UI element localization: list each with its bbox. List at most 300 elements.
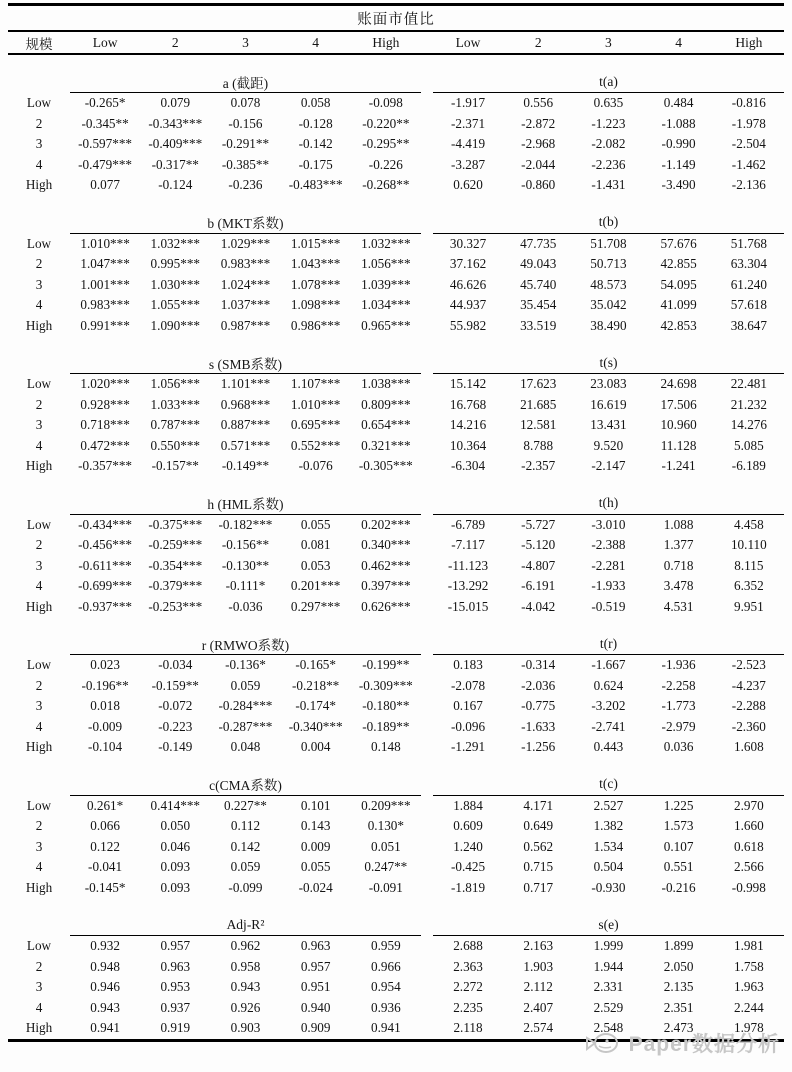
table-cell: -1.241 xyxy=(661,458,696,474)
table-cell: -0.104 xyxy=(88,739,123,755)
table-cell: 0.397*** xyxy=(361,578,411,594)
table-cell: -2.872 xyxy=(521,115,556,131)
table-cell: 54.095 xyxy=(660,276,697,292)
table-cell: -0.305*** xyxy=(358,458,413,474)
row-label: 2 xyxy=(35,958,43,974)
table-cell: 5.085 xyxy=(734,437,764,453)
row-label: Low xyxy=(26,657,52,672)
table-cell: 0.048 xyxy=(230,739,261,755)
table-cell: 0.247** xyxy=(364,859,408,875)
table-cell: -1.933 xyxy=(591,578,626,594)
table-cell: 0.112 xyxy=(230,818,261,834)
section-header-spacer xyxy=(421,352,433,374)
table-cell: 1.758 xyxy=(734,958,764,974)
row-spacer xyxy=(421,816,433,837)
watermark-text: Paper数据分析 xyxy=(628,1033,780,1056)
table-cell: -1.462 xyxy=(731,156,766,172)
table-cell: 1.015*** xyxy=(290,235,341,251)
table-cell: -2.360 xyxy=(731,718,766,734)
column-header: High xyxy=(714,31,784,54)
table-cell: -2.281 xyxy=(591,557,626,573)
table-cell: -0.699*** xyxy=(78,578,133,594)
table-cell: 1.056*** xyxy=(150,376,200,392)
table-cell: 0.209*** xyxy=(361,797,411,813)
table-cell: 0.093 xyxy=(160,879,191,895)
table-cell: -2.741 xyxy=(591,718,626,734)
table-cell: 0.609 xyxy=(453,818,483,834)
table-cell: 46.626 xyxy=(449,276,487,292)
table-cell: 2.688 xyxy=(453,938,483,954)
table-cell: 0.051 xyxy=(371,838,401,854)
table-cell: 1.225 xyxy=(663,797,694,813)
table-cell: -0.130** xyxy=(221,557,270,573)
row-spacer xyxy=(421,795,433,816)
table-cell: -2.388 xyxy=(591,537,626,553)
table-cell: -1.978 xyxy=(731,115,766,131)
table-cell: -0.149** xyxy=(221,458,270,474)
table-cell: 2.363 xyxy=(453,958,483,974)
table-cell: 0.340*** xyxy=(361,537,411,553)
row-spacer xyxy=(421,233,433,254)
table-cell: 0.053 xyxy=(300,557,331,573)
table-cell: -0.009 xyxy=(88,718,123,734)
table-cell: -0.096 xyxy=(450,718,486,734)
table-row xyxy=(8,134,784,155)
table-cell: 21.232 xyxy=(730,396,767,412)
table-cell: 55.982 xyxy=(449,317,487,333)
table-cell: 0.562 xyxy=(523,838,554,854)
table-cell: -0.937*** xyxy=(78,598,133,614)
table-row xyxy=(8,878,784,899)
section-header-corner xyxy=(8,914,70,936)
table-cell: -1.917 xyxy=(450,95,486,111)
table-cell: 2.527 xyxy=(593,797,624,813)
table-row xyxy=(8,816,784,837)
table-row xyxy=(8,456,784,477)
table-cell: 0.635 xyxy=(593,95,624,111)
table-cell: 2.473 xyxy=(663,1020,694,1036)
row-label: 3 xyxy=(35,698,43,714)
table-cell: 0.046 xyxy=(160,838,191,854)
row-label: High xyxy=(25,317,53,333)
table-cell: 0.107 xyxy=(663,838,694,854)
table-cell: -0.268** xyxy=(362,177,410,193)
section-header-row xyxy=(8,352,784,374)
table-cell: 4.458 xyxy=(734,516,764,532)
table-cell: 57.676 xyxy=(660,235,697,251)
row-spacer xyxy=(421,374,433,395)
table-cell: -0.218** xyxy=(292,677,340,693)
table-cell: 49.043 xyxy=(520,256,557,272)
table-cell: 0.227** xyxy=(224,797,267,813)
table-cell: 0.946 xyxy=(90,979,120,995)
row-spacer xyxy=(421,878,433,899)
table-cell: 1.240 xyxy=(453,838,483,854)
table-cell: -0.317** xyxy=(151,156,199,172)
table-cell: 1.088 xyxy=(663,516,694,532)
table-cell: -0.816 xyxy=(731,95,766,111)
table-cell: -2.979 xyxy=(661,718,696,734)
row-label: 4 xyxy=(35,859,43,875)
row-label: 2 xyxy=(35,115,43,131)
table-cell: 0.717 xyxy=(523,879,554,895)
table-cell: -0.253*** xyxy=(148,598,203,614)
row-spacer xyxy=(421,275,433,296)
table-cell: 0.968*** xyxy=(220,396,271,412)
table-cell: -2.078 xyxy=(450,677,486,693)
table-row xyxy=(8,597,784,618)
row-label: High xyxy=(25,879,53,895)
table-cell: 42.855 xyxy=(660,256,697,272)
table-cell: 30.327 xyxy=(449,235,487,251)
row-label: High xyxy=(25,458,53,474)
row-spacer xyxy=(421,737,433,758)
table-cell: -0.309*** xyxy=(358,677,413,693)
table-cell: 0.321*** xyxy=(361,437,411,453)
table-row xyxy=(8,114,784,135)
table-cell: 0.943 xyxy=(230,979,261,995)
table-cell: 1.024*** xyxy=(220,276,271,292)
table-title: 账面市值比 xyxy=(8,5,784,32)
table-cell: 33.519 xyxy=(520,317,557,333)
table-row xyxy=(8,676,784,697)
table-cell: 35.042 xyxy=(590,297,627,313)
regression-table xyxy=(8,3,784,1042)
section-header-right: s(e) xyxy=(433,914,784,936)
table-cell: 57.618 xyxy=(730,297,767,313)
table-cell: 2.163 xyxy=(523,938,554,954)
section-header-corner xyxy=(8,493,70,515)
table-cell: 1.030*** xyxy=(150,276,200,292)
table-cell: -4.237 xyxy=(731,677,766,693)
table-cell: 0.055 xyxy=(300,859,331,875)
table-cell: 1.999 xyxy=(593,938,624,954)
column-header: High xyxy=(351,31,421,54)
table-cell: -0.314 xyxy=(521,657,556,673)
table-cell: 0.941 xyxy=(371,1020,401,1036)
table-cell: -0.142 xyxy=(298,136,333,152)
table-row xyxy=(8,936,784,957)
section-gap xyxy=(8,477,784,493)
table-cell: 1.010*** xyxy=(290,396,341,412)
table-cell: 0.504 xyxy=(593,859,624,875)
table-cell: 1.382 xyxy=(593,818,624,834)
table-cell: -2.504 xyxy=(731,136,766,152)
section-gap xyxy=(8,617,784,633)
table-cell: 0.909 xyxy=(300,1020,331,1036)
table-cell: -1.667 xyxy=(591,657,626,673)
table-row xyxy=(8,316,784,337)
table-cell: -0.149 xyxy=(158,739,193,755)
table-cell: -0.196** xyxy=(81,677,129,693)
section-gap xyxy=(8,336,784,352)
table-cell: -0.357*** xyxy=(78,458,133,474)
table-cell: 0.414*** xyxy=(150,797,200,813)
table-cell: -0.091 xyxy=(368,879,403,895)
table-cell: 0.551 xyxy=(663,859,694,875)
table-cell: 0.809*** xyxy=(361,396,411,412)
table-cell: -5.727 xyxy=(521,516,556,532)
table-cell: 50.713 xyxy=(590,256,627,272)
table-cell: 0.718 xyxy=(663,557,694,573)
table-row xyxy=(8,395,784,416)
table-cell: 0.484 xyxy=(663,95,694,111)
table-row xyxy=(8,696,784,717)
table-cell: -2.523 xyxy=(731,657,766,673)
table-cell: 0.928*** xyxy=(80,396,130,412)
table-cell: 1.047*** xyxy=(80,256,130,272)
table-cell: 9.951 xyxy=(734,598,764,614)
table-cell: -6.789 xyxy=(450,516,486,532)
row-spacer xyxy=(421,456,433,477)
table-cell: 0.887*** xyxy=(220,417,271,433)
table-cell: -0.099 xyxy=(228,879,263,895)
table-row xyxy=(8,295,784,316)
column-header: 3 xyxy=(210,31,280,54)
table-cell: -0.425 xyxy=(450,859,486,875)
row-label: High xyxy=(25,177,53,193)
table-cell: -0.159** xyxy=(151,677,199,693)
row-spacer xyxy=(421,114,433,135)
table-cell: 1.660 xyxy=(734,818,764,834)
table-cell: 1.573 xyxy=(663,818,694,834)
table-cell: -0.291** xyxy=(221,136,270,152)
column-header: Low xyxy=(70,31,140,54)
section-header-spacer xyxy=(421,633,433,655)
table-cell: -0.385** xyxy=(221,156,270,172)
table-cell: 51.768 xyxy=(730,235,767,251)
table-cell: -0.434*** xyxy=(78,516,133,532)
table-cell: -0.175 xyxy=(298,156,333,172)
table-cell: 0.081 xyxy=(300,537,331,553)
table-cell: 11.128 xyxy=(660,437,697,453)
table-cell: 0.948 xyxy=(90,958,120,974)
table-cell: -0.041 xyxy=(88,859,123,875)
table-cell: 38.647 xyxy=(730,317,767,333)
table-row xyxy=(8,957,784,978)
table-cell: 2.331 xyxy=(593,979,624,995)
table-cell: -0.189** xyxy=(362,718,410,734)
table-cell: 2.112 xyxy=(523,979,553,995)
table-title-row xyxy=(8,5,784,32)
table-cell: 0.552*** xyxy=(290,437,341,453)
row-spacer xyxy=(421,576,433,597)
table-cell: 0.932 xyxy=(90,938,120,954)
table-cell: 0.957 xyxy=(160,938,191,954)
table-row xyxy=(8,737,784,758)
section-header-spacer xyxy=(421,914,433,936)
table-cell: 0.943 xyxy=(90,999,120,1015)
table-row xyxy=(8,254,784,275)
table-cell: 1.963 xyxy=(734,979,764,995)
table-cell: -2.147 xyxy=(591,458,626,474)
column-header: 3 xyxy=(573,31,643,54)
table-cell: 63.304 xyxy=(730,256,767,272)
table-cell: 0.987*** xyxy=(220,317,271,333)
table-cell: -0.128 xyxy=(298,115,333,131)
table-cell: 1.032*** xyxy=(361,235,411,251)
table-cell: 0.959 xyxy=(371,938,401,954)
corner-header-size: 规模 xyxy=(8,31,70,54)
table-cell: 0.059 xyxy=(230,859,261,875)
header-spacer xyxy=(421,31,433,54)
table-cell: 0.462*** xyxy=(361,557,411,573)
section-header-right: t(r) xyxy=(433,633,784,655)
table-cell: -0.519 xyxy=(591,598,626,614)
table-cell: 0.941 xyxy=(90,1020,120,1036)
table-sections xyxy=(8,54,784,1040)
section-header-left: s (SMB系数) xyxy=(70,352,421,374)
table-row xyxy=(8,514,784,535)
row-label: 3 xyxy=(35,417,43,433)
row-spacer xyxy=(421,837,433,858)
table-cell: 2.407 xyxy=(523,999,554,1015)
section-header-row xyxy=(8,212,784,234)
table-cell: 0.962 xyxy=(230,938,261,954)
section-header-corner xyxy=(8,633,70,655)
table-cell: 1.034*** xyxy=(361,297,411,313)
section-gap xyxy=(8,54,784,71)
table-cell: -0.076 xyxy=(298,458,333,474)
row-label: Low xyxy=(26,938,52,953)
table-cell: 0.624 xyxy=(593,677,624,693)
column-header-row xyxy=(8,31,784,54)
table-cell: -6.189 xyxy=(731,458,766,474)
row-spacer xyxy=(421,436,433,457)
table-cell: 0.926 xyxy=(230,999,261,1015)
gap-cell xyxy=(8,477,784,493)
table-cell: 41.099 xyxy=(660,297,697,313)
table-row xyxy=(8,837,784,858)
gap-cell xyxy=(8,54,784,71)
table-cell: 1.039*** xyxy=(361,276,411,292)
row-spacer xyxy=(421,857,433,878)
table-cell: -0.990 xyxy=(661,136,696,152)
table-cell: -0.354*** xyxy=(148,557,203,573)
table-cell: -0.456*** xyxy=(78,537,133,553)
table-cell: -2.044 xyxy=(521,156,556,172)
row-label: 2 xyxy=(35,256,43,272)
table-cell: -0.775 xyxy=(521,698,556,714)
row-label: 2 xyxy=(35,677,43,693)
table-cell: 1.043*** xyxy=(290,256,341,272)
table-cell: -0.340*** xyxy=(288,718,343,734)
table-cell: -0.174* xyxy=(295,698,336,714)
row-label: 2 xyxy=(35,396,43,412)
table-cell: 0.058 xyxy=(300,95,331,111)
table-cell: 0.183 xyxy=(453,657,483,673)
section-header-left: c(CMA系数) xyxy=(70,774,421,796)
section-header-right: t(b) xyxy=(433,212,784,234)
table-cell: -1.773 xyxy=(661,698,696,714)
section-header-right: t(c) xyxy=(433,774,784,796)
table-cell: 0.954 xyxy=(371,979,401,995)
table-cell: 0.963 xyxy=(300,938,331,954)
table-cell: 0.443 xyxy=(593,739,624,755)
row-label: 4 xyxy=(35,437,43,453)
table-cell: 0.066 xyxy=(90,818,120,834)
section-gap xyxy=(8,196,784,212)
table-row xyxy=(8,415,784,436)
table-cell: 0.965*** xyxy=(361,317,411,333)
table-cell: 2.244 xyxy=(734,999,764,1015)
table-cell: -2.136 xyxy=(731,177,766,193)
table-cell: -1.633 xyxy=(521,718,556,734)
row-label: 4 xyxy=(35,718,43,734)
table-cell: -2.036 xyxy=(521,677,556,693)
table-cell: -0.860 xyxy=(521,177,556,193)
table-cell: 14.276 xyxy=(730,417,767,433)
section-gap xyxy=(8,758,784,774)
table-cell: -2.288 xyxy=(731,698,766,714)
table-cell: 42.853 xyxy=(660,317,697,333)
table-cell: 2.970 xyxy=(734,797,764,813)
column-header: 2 xyxy=(503,31,573,54)
table-cell: 0.953 xyxy=(160,979,191,995)
section-header-right: t(a) xyxy=(433,71,784,93)
row-label: 3 xyxy=(35,276,43,292)
table-cell: -0.409*** xyxy=(148,136,203,152)
table-cell: 2.351 xyxy=(663,999,694,1015)
table-cell: -1.149 xyxy=(661,156,696,172)
table-cell: 9.520 xyxy=(593,437,624,453)
table-cell: 0.261* xyxy=(86,797,124,813)
table-cell: -2.371 xyxy=(450,115,486,131)
gap-cell xyxy=(8,758,784,774)
row-spacer xyxy=(421,696,433,717)
table-cell: -3.490 xyxy=(661,177,696,193)
table-cell: -0.036 xyxy=(228,598,263,614)
table-row xyxy=(8,175,784,196)
table-cell: 1.903 xyxy=(523,958,554,974)
table-cell: -0.295** xyxy=(362,136,410,152)
row-label: Low xyxy=(26,95,52,110)
row-label: 3 xyxy=(35,979,43,995)
row-spacer xyxy=(421,556,433,577)
table-cell: 1.377 xyxy=(663,537,694,553)
table-row xyxy=(8,576,784,597)
table-cell: 3.478 xyxy=(663,578,694,594)
column-header: Low xyxy=(433,31,503,54)
table-cell: -0.611*** xyxy=(78,557,132,573)
table-cell: 0.055 xyxy=(300,516,331,532)
table-cell: 0.958 xyxy=(230,958,261,974)
table-cell: -0.236 xyxy=(228,177,263,193)
table-cell: 0.059 xyxy=(230,677,261,693)
section-header-row xyxy=(8,774,784,796)
row-spacer xyxy=(421,655,433,676)
table-cell: 1.078*** xyxy=(290,276,341,292)
table-cell: 2.118 xyxy=(453,1020,483,1036)
section-header-row xyxy=(8,633,784,655)
row-spacer xyxy=(421,597,433,618)
table-cell: -1.936 xyxy=(661,657,696,673)
row-spacer xyxy=(421,717,433,738)
table-cell: 10.960 xyxy=(660,417,697,433)
table-cell: -0.165* xyxy=(295,657,336,673)
table-cell: 0.122 xyxy=(90,838,120,854)
table-cell: 0.787*** xyxy=(150,417,200,433)
table-cell: 0.903 xyxy=(230,1020,261,1036)
section-header-spacer xyxy=(421,774,433,796)
table-cell: -2.258 xyxy=(661,677,696,693)
table-cell: 0.957 xyxy=(300,958,331,974)
section-header-right: t(s) xyxy=(433,352,784,374)
table-cell: 0.936 xyxy=(371,999,401,1015)
table-cell: 0.571*** xyxy=(220,437,271,453)
table-cell: -0.156 xyxy=(228,115,263,131)
row-label: 4 xyxy=(35,578,43,594)
